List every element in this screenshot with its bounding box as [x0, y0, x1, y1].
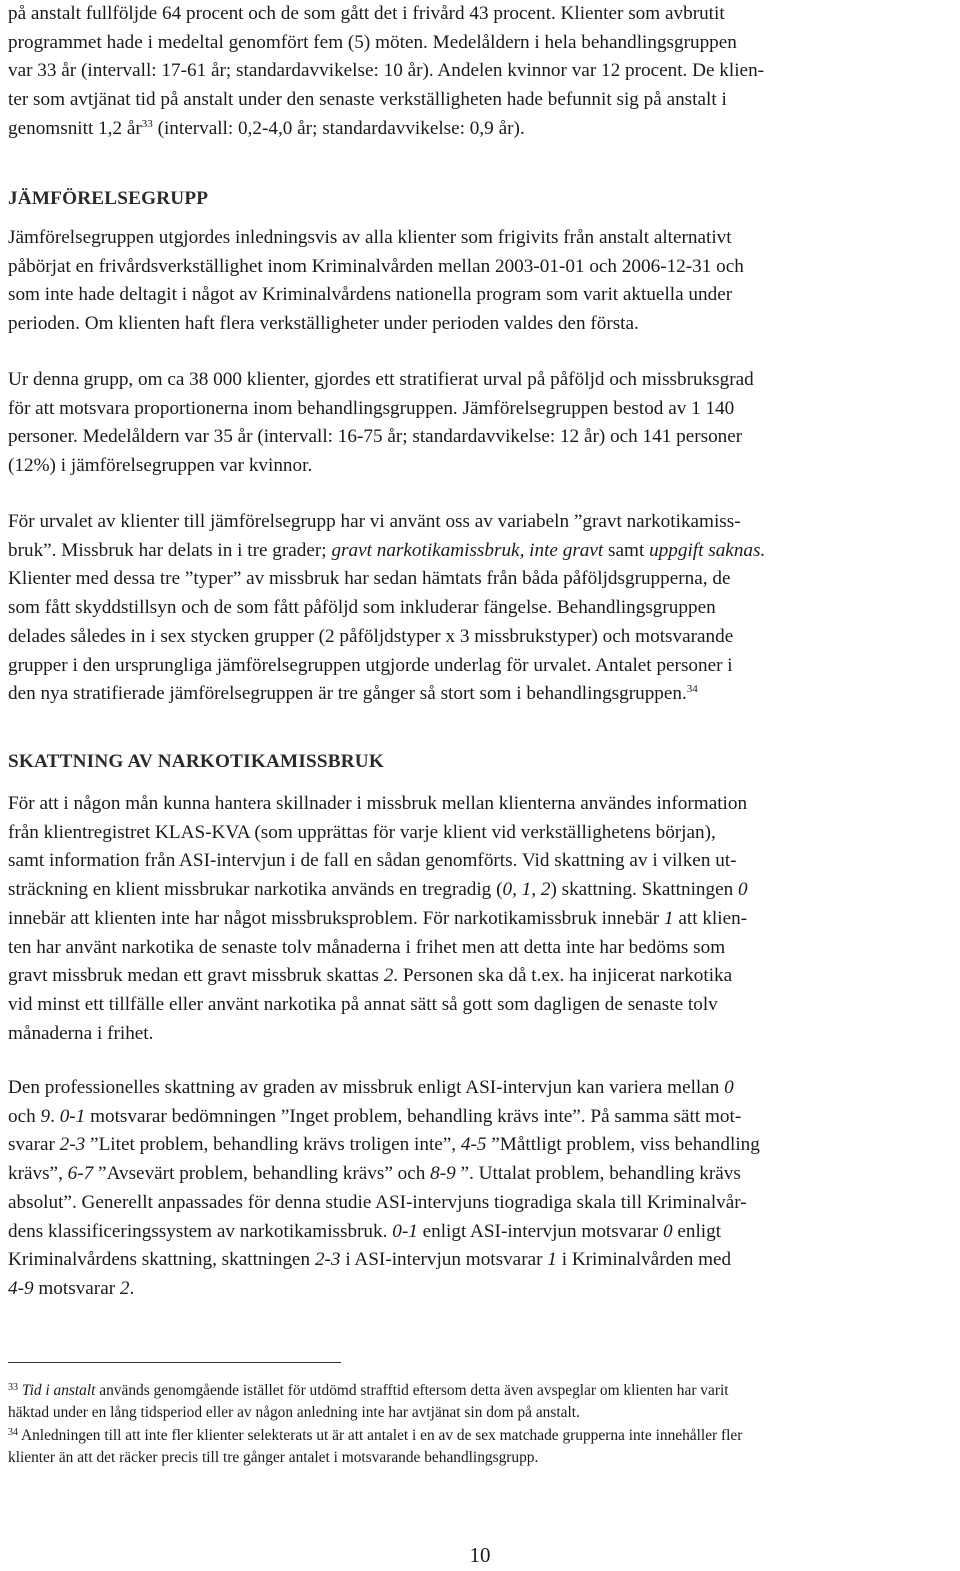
- text-line: [8, 1218, 952, 1247]
- italic-run: 2-3: [59, 1134, 86, 1156]
- text-line: delades således in i sex stycken grupper (2 påföljdstyper x 3 missbrukstyper) och motsvarande: [8, 625, 734, 647]
- text-line: Jämförelsegruppen utgjordes inledningsvis av alla klienter som frigivits från anstalt alternativt: [8, 227, 732, 248]
- skattning-paragraph-1: [8, 790, 952, 1048]
- text-line: som fått skyddstillsyn och de som fått påföljd som inkluderar fängelse. Behandlingsgruppen: [8, 597, 716, 619]
- text-line: [8, 1074, 952, 1103]
- text-line: klienter än att det räcker precis till tre gånger antalet i motsvarande behandlingsgrupp.: [8, 1449, 539, 1466]
- italic-run: 9: [40, 1105, 51, 1127]
- text-line: från klientregistret KLAS-KVA (som upprättas för varje klient vid verkställighetens början),: [8, 821, 716, 843]
- text-line: [8, 680, 952, 709]
- text-line: [8, 1425, 952, 1447]
- text-run: sträckning en klient missbrukar narkotika används en tregradig (: [8, 879, 503, 901]
- text-run: används genomgående istället för utdömd strafftid eftersom detta även avspeglar om klienten har varit: [95, 1382, 729, 1399]
- text-run: .: [129, 1277, 135, 1299]
- text-run: ) skattning. Skattningen: [550, 879, 739, 901]
- text-line: som inte hade deltagit i något av Kriminalvårdens nationella program som varit aktuella under: [8, 284, 733, 306]
- intro-paragraph: [8, 0, 952, 144]
- jamforelse-paragraph-2: [8, 366, 952, 481]
- jamforelse-paragraph-1: [8, 224, 952, 339]
- italic-run: 1: [663, 907, 674, 929]
- page-number: 10: [469, 1543, 491, 1567]
- text-run: i Kriminalvården med: [556, 1249, 732, 1271]
- text-line: [8, 905, 952, 934]
- text-run: . Personen ska då t.ex. ha injicerat narkotika: [393, 965, 733, 987]
- text-line: samt information från ASI-intervjun i de fall en sådan genomförts. Vid skattning av i vilken ut-: [8, 850, 737, 872]
- text-line: Ur denna grupp, om ca 38 000 klienter, gjordes ett stratifierat urval på påföljd och missbruksgrad: [8, 369, 754, 390]
- text-run: den nya stratifierade jämförelsegruppen är tre gånger så stort som i behandlingsgruppen.: [8, 683, 687, 705]
- text-line: påbörjat en frivårdsverkställighet inom Kriminalvården mellan 2003-01-01 och 2006-12-31 och: [8, 255, 744, 277]
- italic-run: 6-7: [67, 1163, 94, 1185]
- text-line: [8, 962, 952, 991]
- italic-run: 4-9: [8, 1277, 34, 1299]
- text-run: .: [50, 1105, 60, 1127]
- italic-run: uppgift saknas.: [649, 539, 766, 561]
- text-line: [8, 1131, 952, 1160]
- footnote-ref-33[interactable]: 33: [141, 117, 153, 130]
- text-line: [8, 1160, 952, 1189]
- skattning-paragraph-2: [8, 1074, 952, 1304]
- italic-run: 4-5: [460, 1134, 487, 1156]
- text-line: För att i någon mån kunna hantera skillnader i missbruk mellan klienterna användes information: [8, 793, 748, 814]
- italic-run: 0-1: [59, 1105, 86, 1127]
- text-run: (intervall: 0,2-4,0 år; standardavvikelse: 0,9 år).: [152, 117, 525, 139]
- text-run: motsvarar: [33, 1277, 120, 1299]
- text-line: på anstalt fullföljde 64 procent och de som gått det i frivård 43 procent. Klienter som avbrutit: [8, 3, 725, 24]
- jamforelse-paragraph-3: [8, 508, 952, 709]
- text-line: vid minst ett tillfälle eller använt narkotika på annat sätt så gott som dagligen de senaste tolv: [8, 993, 718, 1015]
- italic-run: 0: [662, 1220, 673, 1242]
- text-run: enligt: [672, 1220, 722, 1242]
- text-run: krävs”,: [8, 1163, 68, 1185]
- text-line: (12%) i jämförelsegruppen var kvinnor.: [8, 455, 313, 477]
- text-run: ”Avsevärt problem, behandling krävs” och: [93, 1163, 431, 1185]
- text-line: perioden. Om klienten haft flera verkställigheter under perioden valdes den första.: [8, 313, 639, 335]
- text-run: i ASI-intervjun motsvarar: [340, 1249, 548, 1271]
- text-line: personer. Medelåldern var 35 år (intervall: 16-75 år; standardavvikelse: 12 år) och 141 personer: [8, 426, 743, 448]
- text-run: samt: [603, 539, 650, 561]
- text-line: [8, 1103, 952, 1132]
- text-line: grupper i den ursprungliga jämförelsegruppen utgjorde underlag för urvalet. Antalet personer i: [8, 654, 733, 676]
- footnote-divider: [8, 1362, 341, 1363]
- footnote-number: 34: [8, 1427, 18, 1438]
- italic-run: 0, 1, 2: [502, 879, 551, 901]
- text-line: Klienter med dessa tre ”typer” av missbruk har sedan hämtats från båda påföljdsgrupperna, de: [8, 568, 731, 590]
- footnote-33: [8, 1380, 952, 1424]
- text-line: [8, 1246, 952, 1275]
- text-run: innebär att klienten inte har något missbruksproblem. För narkotikamissbruk innebär: [8, 907, 664, 929]
- text-run: ”. Uttalat problem, behandling krävs: [455, 1163, 741, 1185]
- text-line: programmet hade i medeltal genomfört fem (5) möten. Medelåldern i hela behandlingsgruppen: [8, 31, 737, 53]
- text-run: svarar: [8, 1134, 60, 1156]
- text-line: för att motsvara proportionerna inom behandlingsgruppen. Jämförelsegruppen bestod av 1 140: [8, 397, 735, 419]
- text-run: och: [8, 1105, 41, 1127]
- text-run: Den professionelles skattning av graden av missbruk enligt ASI-intervjun kan variera mellan: [8, 1077, 725, 1098]
- text-run: enligt ASI-intervjun motsvarar: [417, 1220, 663, 1242]
- section-heading-skattning: SKATTNING AV NARKOTIKAMISSBRUK: [8, 751, 384, 772]
- text-line: ter som avtjänat tid på anstalt under den senaste verkställigheten hade befunnit sig på anstalt i: [8, 89, 727, 111]
- section-heading-jamforelsegrupp: JÄMFÖRELSEGRUPP: [8, 188, 209, 209]
- italic-run: 2: [383, 965, 394, 987]
- text-line: [8, 1275, 952, 1304]
- italic-run: 8-9: [430, 1163, 456, 1185]
- text-line: var 33 år (intervall: 17-61 år; standardavvikelse: 10 år). Andelen kvinnor var 12 procent. De klien-: [8, 60, 765, 82]
- italic-run: 2: [119, 1277, 130, 1299]
- text-line: månaderna i frihet.: [8, 1022, 154, 1044]
- text-line: häktad under en lång tidsperiod eller av någon anledning inte har avtjänat sin dom på anstalt.: [8, 1404, 580, 1421]
- text-run: Kriminalvårdens skattning, skattningen: [8, 1249, 315, 1271]
- text-line: [8, 1380, 952, 1402]
- italic-run: gravt narkotikamissbruk, inte gravt: [331, 539, 604, 561]
- footnote-ref-34[interactable]: 34: [686, 683, 698, 696]
- footnote-number: 33: [8, 1382, 18, 1393]
- text-run: att klien-: [673, 907, 748, 929]
- italic-run: 0-1: [392, 1220, 418, 1242]
- text-run: bruk”. Missbruk har delats in i tre grader;: [8, 539, 332, 561]
- text-line: [8, 537, 952, 566]
- text-run: ”Litet problem, behandling krävs troligen inte”,: [85, 1134, 461, 1156]
- footnote-34: [8, 1425, 952, 1469]
- text-run: genomsnitt 1,2 år: [8, 117, 142, 139]
- text-line: absolut”. Generellt anpassades för denna studie ASI-intervjuns tiogradiga skala till Kriminalvår-: [8, 1191, 747, 1213]
- italic-run: 0: [738, 879, 748, 901]
- italic-run: 1: [547, 1249, 557, 1271]
- text-run: Anledningen till att inte fler klienter selekterats ut är att antalet i en av de sex matchade grupperna inte innehåller fler: [18, 1427, 743, 1444]
- text-line: För urvalet av klienter till jämförelsegrupp har vi använt oss av variabeln ”gravt narkotikamiss-: [8, 511, 741, 532]
- text-line: ten har använt narkotika de senaste tolv månaderna i frihet men att detta inte har bedöms som: [8, 936, 726, 958]
- text-line: [8, 876, 952, 905]
- italic-run: 0: [724, 1077, 734, 1098]
- italic-run: Tid i anstalt: [21, 1382, 96, 1399]
- text-run: gravt missbruk medan ett gravt missbruk skattas: [8, 965, 384, 987]
- text-run: dens klassificeringssystem av narkotikamissbruk.: [8, 1220, 393, 1242]
- text-run: motsvarar bedömningen ”Inget problem, behandling krävs inte”. På samma sätt mot-: [85, 1105, 742, 1127]
- italic-run: 2-3: [314, 1249, 341, 1271]
- text-run: ”Måttligt problem, viss behandling: [486, 1134, 760, 1156]
- text-line: [8, 115, 952, 144]
